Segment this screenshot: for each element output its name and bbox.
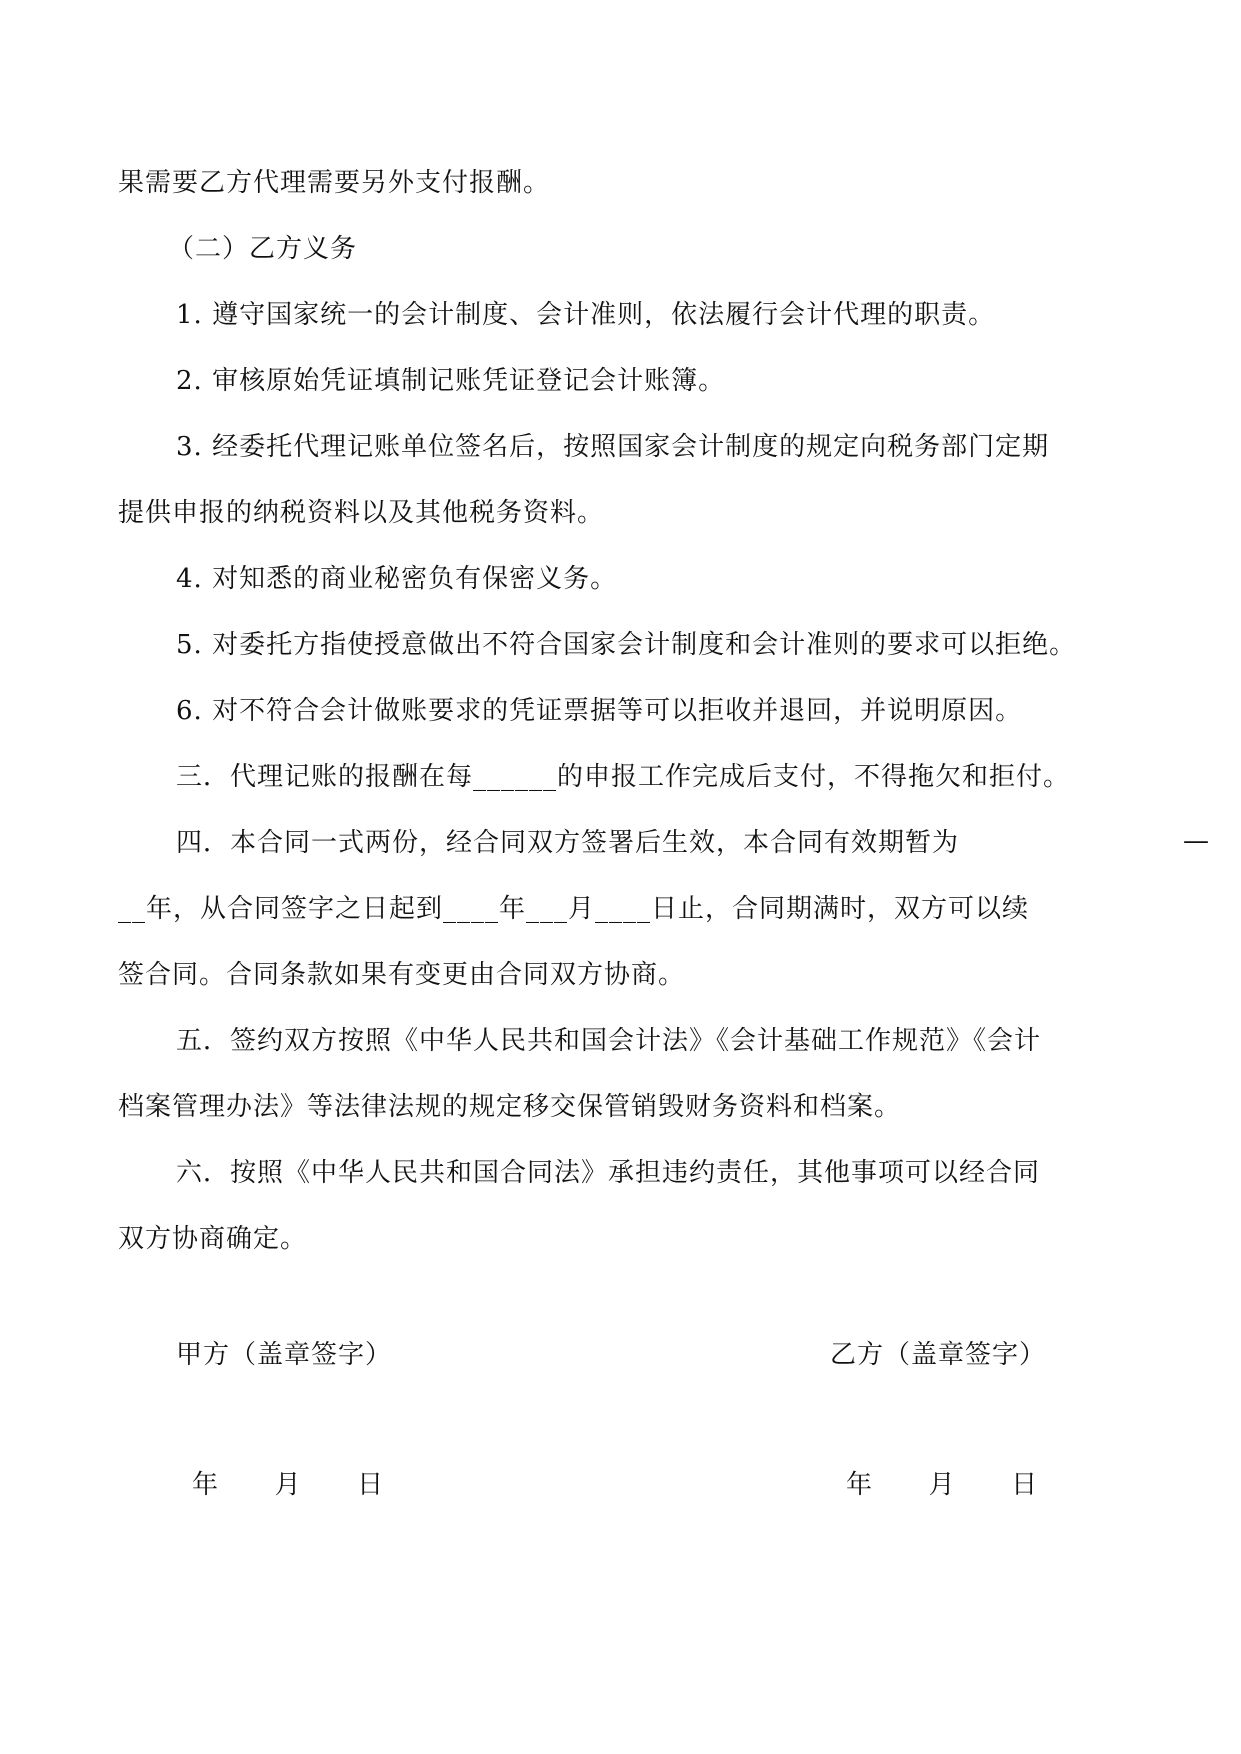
- party-b-date: 年 月 日: [846, 1470, 1039, 1500]
- list-item: 6. 对不符合会计做账要求的凭证票据等可以拒收并退回，并说明原因。: [176, 696, 1023, 726]
- list-item: 3. 经委托代理记账单位签名后，按照国家会计制度的规定向税务部门定期: [176, 432, 1050, 462]
- party-a-date: 年 月 日: [192, 1470, 385, 1500]
- party-b-signature-label: 乙方（盖章签字）: [830, 1340, 1047, 1370]
- list-item: 5. 对委托方指使授意做出不符合国家会计制度和会计准则的要求可以拒绝。: [176, 630, 1077, 660]
- paragraph-line: 签合同。合同条款如果有变更由合同双方协商。: [118, 960, 686, 990]
- clause-line: 四．本合同一式两份，经合同双方签署后生效，本合同有效期暂为: [176, 828, 960, 858]
- paragraph-line: 档案管理办法》等法律法规的规定移交保管销毁财务资料和档案。: [118, 1092, 902, 1122]
- section-heading: （二）乙方义务: [168, 234, 358, 264]
- paragraph-line: __年，从合同签字之日起到____年___月____日止，合同期满时，双方可以续: [118, 894, 1030, 924]
- list-item: 2. 审核原始凭证填制记账凭证登记会计账簿。: [176, 366, 726, 396]
- list-item: 4. 对知悉的商业秘密负有保密义务。: [176, 564, 618, 594]
- list-item: 1. 遵守国家统一的会计制度、会计准则，依法履行会计代理的职责。: [176, 300, 996, 330]
- paragraph-line: 果需要乙方代理需要另外支付报酬。: [118, 168, 551, 198]
- paragraph-line: 提供申报的纳税资料以及其他税务资料。: [118, 498, 605, 528]
- clause-line: 六．按照《中华人民共和国合同法》承担违约责任，其他事项可以经合同: [176, 1158, 1041, 1188]
- clause-line: 五．签约双方按照《中华人民共和国会计法》《会计基础工作规范》《会计: [176, 1026, 1042, 1056]
- paragraph-line: 双方协商确定。: [118, 1224, 308, 1254]
- party-a-signature-label: 甲方（盖章签字）: [176, 1340, 393, 1370]
- margin-dash: —: [1183, 826, 1210, 856]
- clause-line: 三．代理记账的报酬在每______的申报工作完成后支付，不得拖欠和拒付。: [176, 762, 1071, 792]
